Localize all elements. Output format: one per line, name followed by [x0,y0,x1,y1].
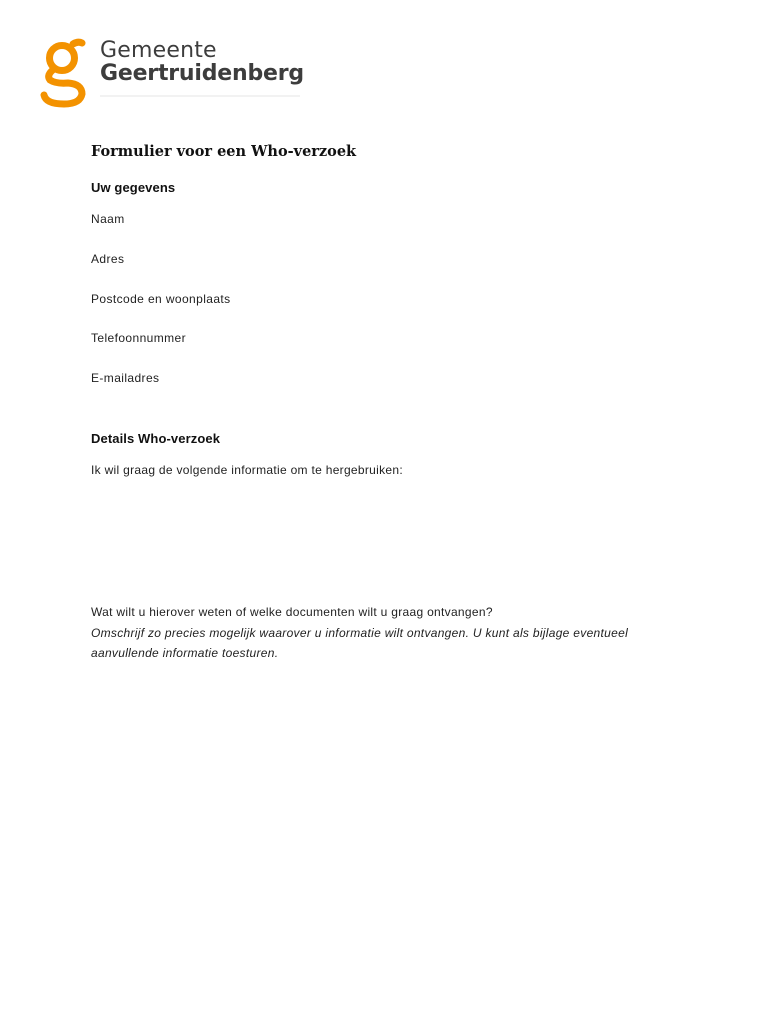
form-title: Formulier voor een Who-verzoek [91,143,357,160]
field-label-postcode-woonplaats: Postcode en woonplaats [91,292,231,306]
details-question-text: Wat wilt u hierover weten of welke documenten wilt u graag ontvangen? [91,605,493,619]
logo-line-gemeente: Gemeente [100,38,217,63]
logo-tagline-decoration [100,92,300,100]
field-label-telefoonnummer: Telefoonnummer [91,331,186,345]
field-label-adres: Adres [91,252,125,266]
logo-wordmark [100,38,304,85]
g-monogram-icon [38,38,88,108]
details-intro-text: Ik wil graag de volgende informatie om te hergebruiken: [91,463,403,477]
field-label-naam: Naam [91,212,125,226]
details-hint-text: Omschrijf zo precies mogelijk waarover u informatie wilt ontvangen. U kunt als bijlage eventueel aanvullende informatie toesturen. [91,626,629,660]
municipality-logo [38,38,318,110]
field-label-emailadres: E-mailadres [91,371,160,385]
logo-line-geertruidenberg: Geertruidenberg [100,61,304,86]
section-heading-personal: Uw gegevens [91,180,176,195]
section-heading-details: Details Who-verzoek [91,431,221,446]
